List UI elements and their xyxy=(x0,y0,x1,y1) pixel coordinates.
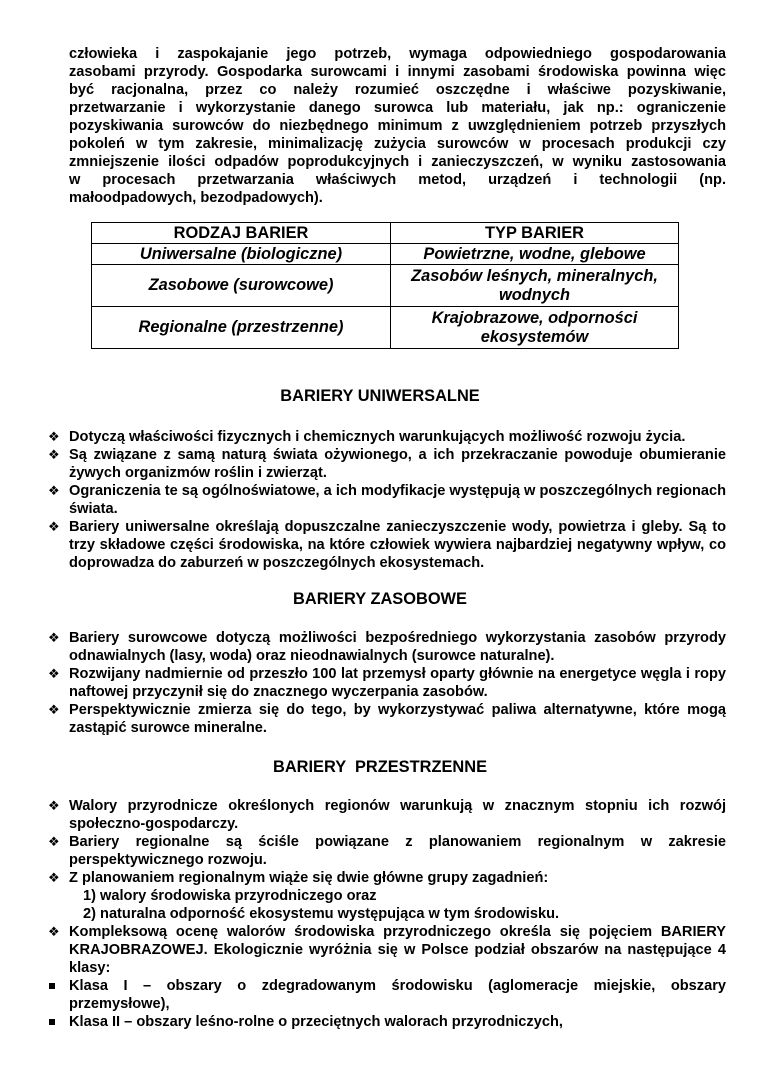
table-cell: Regionalne (przestrzenne) xyxy=(92,307,391,349)
resource-list xyxy=(45,629,726,737)
table-row xyxy=(92,265,679,307)
list-item: ❖ Są związane z samą naturą świata ożywionego, a ich przekraczanie powoduje obumieranie żywych organizmów roślin i zwierząt. xyxy=(48,447,726,481)
intro-line: zasobami przyrody. Gospodarka surowcami i innymi zasobami środowiska powinna więc xyxy=(69,64,726,80)
section-heading-spatial: BARIERY PRZESTRZENNE xyxy=(272,758,487,776)
table-header-row xyxy=(92,223,679,244)
table-cell: Powietrzne, wodne, glebowe xyxy=(391,244,679,265)
intro-line: przetwarzanie i wykorzystanie danego surowca lub materiału, jak np.: ograniczenie xyxy=(69,100,726,116)
list-item: ❖ Perspektywicznie zmierza się do tego, by wykorzystywać paliwa alternatywne, które mogą zastąpić surowce mineralne. xyxy=(48,702,726,736)
table-cell: Uniwersalne (biologiczne) xyxy=(92,244,391,265)
list-item: ❖ Bariery uniwersalne określają dopuszczalne zanieczyszczenie wody, powietrza i gleby. Są to trzy składowe części środowiska, na które człowiek wywiera najbardziej negatywny wpływ, co doprowadza do zaburzeń w poszczególnych ekosystemach. xyxy=(48,519,726,571)
square-bullet-icon xyxy=(49,1019,55,1025)
list-item: ❖ Walory przyrodnicze określonych regionów warunkują w znacznym stopniu ich rozwój społeczno-gospodarczy. xyxy=(48,798,726,832)
list-item: ❖ Bariery surowcowe dotyczą możliwości bezpośredniego wykorzystania zasobów przyrody odnawialnych (lasy, woda) oraz nieodnawialnych (surowce naturalne). xyxy=(48,630,726,664)
section-heading-universal: BARIERY UNIWERSALNE xyxy=(280,387,480,405)
list-item: ❖ Bariery regionalne są ściśle powiązane z planowaniem regionalnym w zakresie perspektywicznego rozwoju. xyxy=(48,834,726,868)
table-cell: Zasobów leśnych, mineralnych, wodnych xyxy=(391,265,679,307)
intro-paragraph xyxy=(69,45,726,207)
diamond-bullet-icon: ❖ xyxy=(48,702,60,717)
diamond-bullet-icon: ❖ xyxy=(48,447,60,462)
universal-list xyxy=(45,428,726,572)
list-item: ❖ Rozwijany nadmiernie od przeszło 100 lat przemysł oparty głównie na energetyce węgla i ropy naftowej przyczynił się do znacznego wyczerpania zasobów. xyxy=(48,666,726,700)
list-item: ❖ Dotyczą właściwości fizycznych i chemicznych warunkujących możliwość rozwoju życia. xyxy=(48,429,686,445)
intro-line: pozyskiwania surowców do niezbędnego minimum z uwzględnieniem potrzeb przyszłych xyxy=(69,118,726,134)
intro-line: pokoleń w tym zakresie, minimalizację zużycia surowców w procesach produkcji czy xyxy=(69,136,726,152)
diamond-bullet-icon: ❖ xyxy=(48,429,60,444)
table-row xyxy=(92,307,679,349)
diamond-bullet-icon: ❖ xyxy=(48,666,60,681)
sub-list-item: 1) walory środowiska przyrodniczego oraz xyxy=(83,888,377,904)
diamond-bullet-icon: ❖ xyxy=(48,519,60,534)
intro-line: zmniejszenie ilości odpadów poprodukcyjnych i zanieczyszczeń, w wyniku zastosowania xyxy=(69,154,726,170)
table-cell: Zasobowe (surowcowe) xyxy=(92,265,391,307)
intro-line: być racjonalna, przez co należy rozumieć oszczędne i właściwe pozyskiwanie, xyxy=(69,82,726,98)
class-list-item: Klasa I – obszary o zdegradowanym środowisku (aglomeracje miejskie, obszary przemysłowe), xyxy=(45,977,726,1013)
table-header-cell: TYP BARIER xyxy=(391,223,679,244)
spatial-list xyxy=(45,797,726,1031)
diamond-bullet-icon: ❖ xyxy=(48,870,60,885)
square-bullet-icon xyxy=(49,983,55,989)
list-item: ❖ Z planowaniem regionalnym wiąże się dwie główne grupy zagadnień: xyxy=(48,870,549,886)
intro-line: małoodpadowych, bezodpadowych). xyxy=(69,190,323,206)
barrier-types-table xyxy=(91,222,679,349)
diamond-bullet-icon: ❖ xyxy=(48,483,60,498)
diamond-bullet-icon: ❖ xyxy=(48,924,60,939)
table-cell: Krajobrazowe, odporności ekosystemów xyxy=(391,307,679,349)
intro-line: człowieka i zaspokajanie jego potrzeb, wymaga odpowiedniego gospodarowania xyxy=(69,46,726,62)
section-heading-resource: BARIERY ZASOBOWE xyxy=(293,590,467,608)
class-list-item: Klasa II – obszary leśno-rolne o przeciętnych walorach przyrodniczych, xyxy=(45,1013,726,1031)
table-header-cell: RODZAJ BARIER xyxy=(92,223,391,244)
diamond-bullet-icon: ❖ xyxy=(48,798,60,813)
table-row xyxy=(92,244,679,265)
intro-line: w procesach przetwarzania właściwych metod, urządzeń i technologii (np. xyxy=(69,172,726,188)
diamond-bullet-icon: ❖ xyxy=(48,630,60,645)
sub-list-item: 2) naturalna odporność ekosystemu występująca w tym środowisku. xyxy=(83,906,560,922)
list-item: ❖ Ograniczenia te są ogólnoświatowe, a ich modyfikacje występują w poszczególnych regionach świata. xyxy=(48,483,726,517)
diamond-bullet-icon: ❖ xyxy=(48,834,60,849)
list-item: ❖ Kompleksową ocenę walorów środowiska przyrodniczego określa się pojęciem BARIERY KRAJOBRAZOWEJ. Ekologicznie wyróżnia się w Polsce podział obszarów na następujące 4 klasy: xyxy=(48,924,726,976)
